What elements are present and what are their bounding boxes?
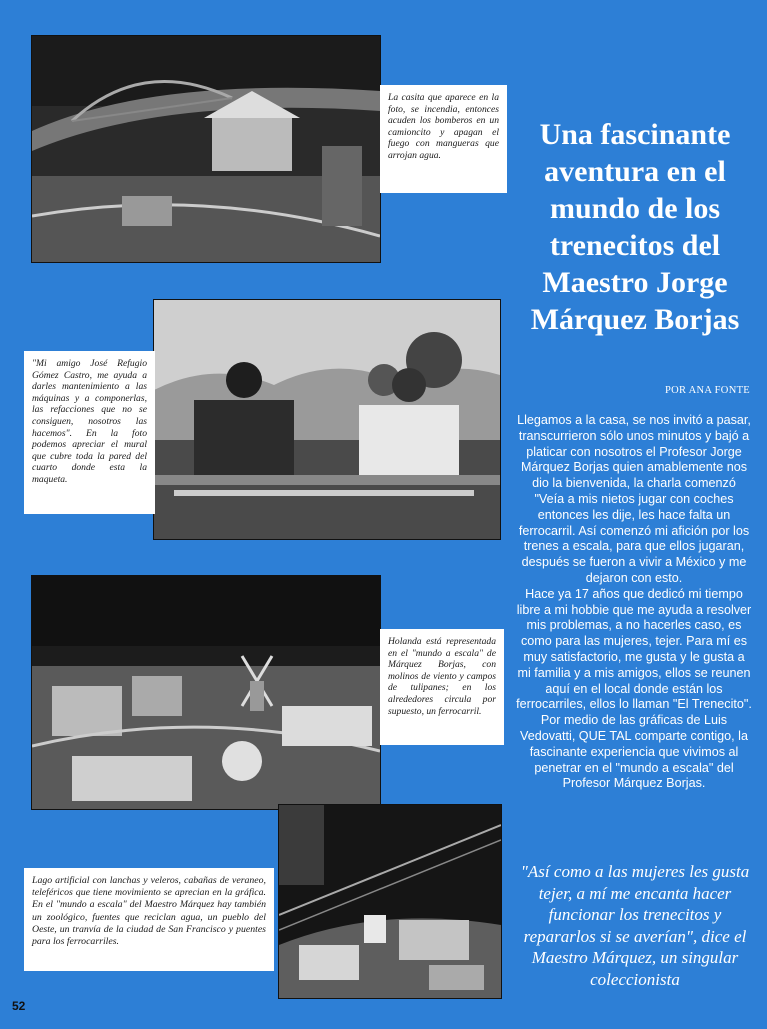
photo-holland-windmill <box>31 575 381 810</box>
byline: POR ANA FONTE <box>665 385 750 396</box>
caption-lake: Lago artificial con lanchas y veleros, cabañas de veraneo, teleféricos que tiene movimiento se aprecian en la gráfica. En el "mundo a escala" del Maestro Márquez hay también un zoológico, fuentes que reciclan agua, un pueblo del Oeste, un tranvía de la ciudad de San Francisco y puentes para los ferrocarriles. <box>24 868 274 971</box>
caption-holland: Holanda está representada en el "mundo a escala" de Márquez Borjas, con molinos de viento y campos de tulipanes; en los alrededores circula por supuesto, un ferrocarril. <box>380 629 504 745</box>
page-number: 52 <box>12 999 26 1013</box>
photo-two-men-mural <box>153 299 501 540</box>
article-paragraph: Por medio de las gráficas de Luis Vedovatti, QUE TAL comparte contigo, la fascinante experiencia que vivimos al penetrar en el "mundo a escala" del Profesor Márquez Borjas. <box>520 713 748 791</box>
article-title: Una fascinante aventura en el mundo de los trenecitos del Maestro Jorge Márquez Borjas <box>530 118 740 336</box>
caption-burning-house: La casita que aparece en la foto, se incendia, entonces acuden los bomberos en un camioncito y apagan el fuego con mangueras que arrojan agua. <box>380 85 507 193</box>
photo-bridge-house <box>31 35 381 263</box>
article-paragraph: Llegamos a la casa, se nos invitó a pasar, transcurrieron sólo unos minutos y bajó a platicar con nosotros el Profesor Jorge Márquez Borjas quien amablemente nos dio la bienvenida, la charla comenzó "Veía a mis nietos jugar con coches entonces les dije, les hace falta un ferrocarril. Así comenzó mi afición por los trenes a escala, para que ellos jugaran, después se fueron a vivir a México y me dejaron con esto. <box>517 413 751 585</box>
article-paragraph: Hace ya 17 años que dedicó mi tiempo libre a mi hobbie que me ayuda a resolver mis problemas, a no hacerles caso, es como para las mujeres, tejer. Para mí es muy satisfactorio, me gusta y le gusta a mi familia y a mis amigos, ellos se reunen aquí en el local donde están los ferrocarriles, ellos lo llaman "El Trenecito". <box>516 586 752 712</box>
photo-lake-cablecar <box>278 804 502 999</box>
caption-mural-friend: "Mi amigo José Refugio Gómez Castro, me ayuda a darles mantenimiento a las máquinas y a componerlas, las refacciones que no se consiguen, nosotros las hacemos". En la foto podemos apreciar el mural que cubre toda la pared del cuarto donde esta la maqueta. <box>24 351 155 514</box>
pull-quote: "Así como a las mujeres les gusta tejer, a mí me encanta hacer funcionar los trenecitos y repararlos si se averían", dice el Maestro Márquez, un singular coleccionista <box>520 862 750 989</box>
article-body <box>516 413 752 792</box>
